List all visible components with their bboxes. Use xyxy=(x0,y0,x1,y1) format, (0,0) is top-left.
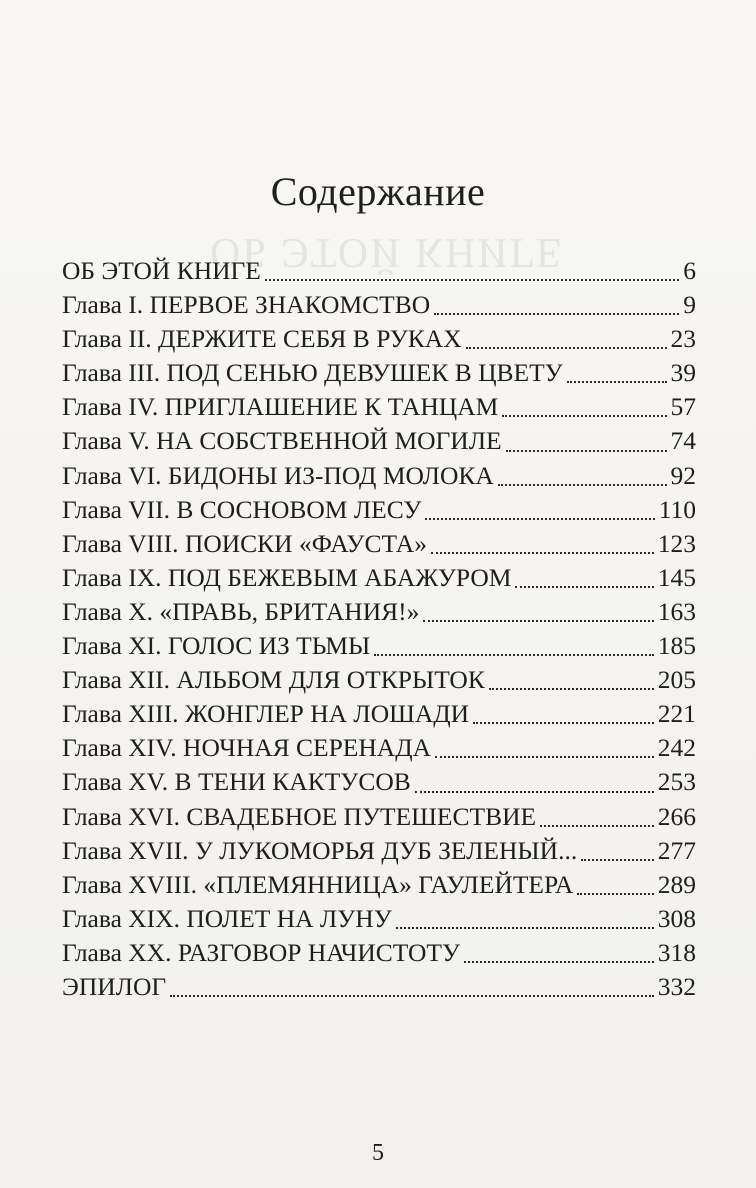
toc-entry xyxy=(62,733,696,767)
toc-entry xyxy=(62,392,696,426)
dot-leader xyxy=(498,484,667,486)
toc-entry-page: 242 xyxy=(657,733,696,763)
toc-entry-page: 266 xyxy=(657,801,696,831)
dot-leader xyxy=(170,995,654,997)
toc-entry-page: 39 xyxy=(670,358,696,388)
toc-entry-title: Глава III. ПОД СЕНЬЮ ДЕВУШЕК В ЦВЕТУ xyxy=(62,358,563,388)
toc-entry xyxy=(62,665,696,699)
toc-entry xyxy=(62,290,696,324)
toc-entry xyxy=(62,324,696,358)
toc-entry-title: ЭПИЛОГ xyxy=(62,971,167,1001)
toc-entry-title: Глава XIV. НОЧНАЯ СЕРЕНАДА xyxy=(62,733,432,763)
toc-entry xyxy=(62,461,696,495)
toc-entry-page: 163 xyxy=(657,596,696,626)
dot-leader xyxy=(425,518,654,520)
toc-entry xyxy=(62,870,696,904)
dot-leader xyxy=(396,927,654,929)
dot-leader xyxy=(567,381,667,383)
toc-entry-title: Глава XV. В ТЕНИ КАКТУСОВ xyxy=(62,767,411,797)
toc-entry-title: Глава VI. БИДОНЫ ИЗ-ПОД МОЛОКА xyxy=(62,460,494,490)
toc-entry xyxy=(62,426,696,460)
toc-entry-page: 123 xyxy=(657,528,696,558)
toc-entry-title: Глава IX. ПОД БЕЖЕВЫМ АБАЖУРОМ xyxy=(62,562,512,592)
toc-entry-title: Глава XVII. У ЛУКОМОРЬЯ ДУБ ЗЕЛЕНЫЙ... xyxy=(62,835,578,865)
page-number: 5 xyxy=(372,1140,384,1166)
dot-leader xyxy=(506,450,667,452)
toc-entry xyxy=(62,256,696,290)
dot-leader xyxy=(515,586,653,588)
toc-entry-title: Глава VII. В СОСНОВОМ ЛЕСУ xyxy=(62,494,422,524)
toc-entry-title: Глава I. ПЕРВОЕ ЗНАКОМСТВО xyxy=(62,290,431,320)
dot-leader xyxy=(464,961,654,963)
toc-entry-page: 145 xyxy=(657,562,696,592)
toc-entry xyxy=(62,802,696,836)
toc-entry-page: 57 xyxy=(670,392,696,422)
toc-entry-page: 221 xyxy=(657,699,696,729)
toc-entry-page: 74 xyxy=(670,426,696,456)
toc-entry xyxy=(62,563,696,597)
toc-entry-title: ОБ ЭТОЙ КНИГЕ xyxy=(62,256,261,285)
toc-entry xyxy=(62,631,696,665)
dot-leader xyxy=(434,313,679,315)
toc-entry-title: Глава XX. РАЗГОВОР НАЧИСТОТУ xyxy=(62,937,461,967)
dot-leader xyxy=(423,620,653,622)
toc-entry-page: 9 xyxy=(683,290,696,320)
page-title: Содержание xyxy=(270,169,486,214)
toc-entry xyxy=(62,767,696,801)
toc-entry-title: Глава IV. ПРИГЛАШЕНИЕ К ТАНЦАМ xyxy=(62,392,499,422)
toc-entry-page: 253 xyxy=(657,767,696,797)
dot-leader xyxy=(466,347,667,349)
dot-leader xyxy=(415,791,654,793)
dot-leader xyxy=(577,893,653,895)
toc-entry xyxy=(62,699,696,733)
dot-leader xyxy=(502,415,666,417)
dot-leader xyxy=(435,756,654,758)
dot-leader xyxy=(431,552,654,554)
toc-entry-page: 289 xyxy=(657,869,696,899)
toc-entry-title: Глава V. НА СОБСТВЕННОЙ МОГИЛЕ xyxy=(62,426,502,456)
toc-entry-page: 185 xyxy=(657,631,696,661)
toc-entry xyxy=(62,358,696,392)
toc-entry-page: 92 xyxy=(670,460,696,490)
toc-entry-title: Глава XVIII. «ПЛЕМЯННИЦА» ГАУЛЕЙТЕРА xyxy=(62,869,574,899)
dot-leader xyxy=(540,825,654,827)
toc-entry xyxy=(62,597,696,631)
toc-entry-page: 277 xyxy=(657,835,696,865)
toc-entry xyxy=(62,836,696,870)
toc-entry xyxy=(62,529,696,563)
toc-entry-page: 332 xyxy=(657,971,696,1001)
toc-entry-title: Глава VIII. ПОИСКИ «ФАУСТА» xyxy=(62,528,427,558)
toc-entry-page: 318 xyxy=(657,937,696,967)
toc-entry-title: Глава XVI. СВАДЕБНОЕ ПУТЕШЕСТВИЕ xyxy=(62,801,537,831)
toc-entry xyxy=(62,938,696,972)
toc-entry-page: 308 xyxy=(657,903,696,933)
toc-entry xyxy=(62,495,696,529)
bleed-through-text: ОБ ЭТОЙ КНИГЕ xyxy=(210,229,564,275)
toc-entry xyxy=(62,972,696,1006)
toc-entry-page: 205 xyxy=(657,665,696,695)
toc-entry-page: 23 xyxy=(670,324,696,354)
dot-leader xyxy=(374,654,653,656)
dot-leader xyxy=(265,279,679,281)
toc-entry xyxy=(62,904,696,938)
toc-entry-title: Глава XIX. ПОЛЕТ НА ЛУНУ xyxy=(62,903,392,933)
toc-entry-page: 6 xyxy=(683,256,696,285)
toc-entry-title: Глава XII. АЛЬБОМ ДЛЯ ОТКРЫТОК xyxy=(62,665,485,695)
toc-entry-title: Глава XIII. ЖОНГЛЕР НА ЛОШАДИ xyxy=(62,699,470,729)
toc-entry-page: 110 xyxy=(658,494,696,524)
toc-entry-title: Глава II. ДЕРЖИТЕ СЕБЯ В РУКАХ xyxy=(62,324,462,354)
toc-entry-title: Глава XI. ГОЛОС ИЗ ТЬМЫ xyxy=(62,631,371,661)
dot-leader xyxy=(581,859,654,861)
toc-entry-title: Глава X. «ПРАВЬ, БРИТАНИЯ!» xyxy=(62,596,420,626)
dot-leader xyxy=(489,688,654,690)
table-of-contents xyxy=(62,256,696,1006)
dot-leader xyxy=(473,722,654,724)
